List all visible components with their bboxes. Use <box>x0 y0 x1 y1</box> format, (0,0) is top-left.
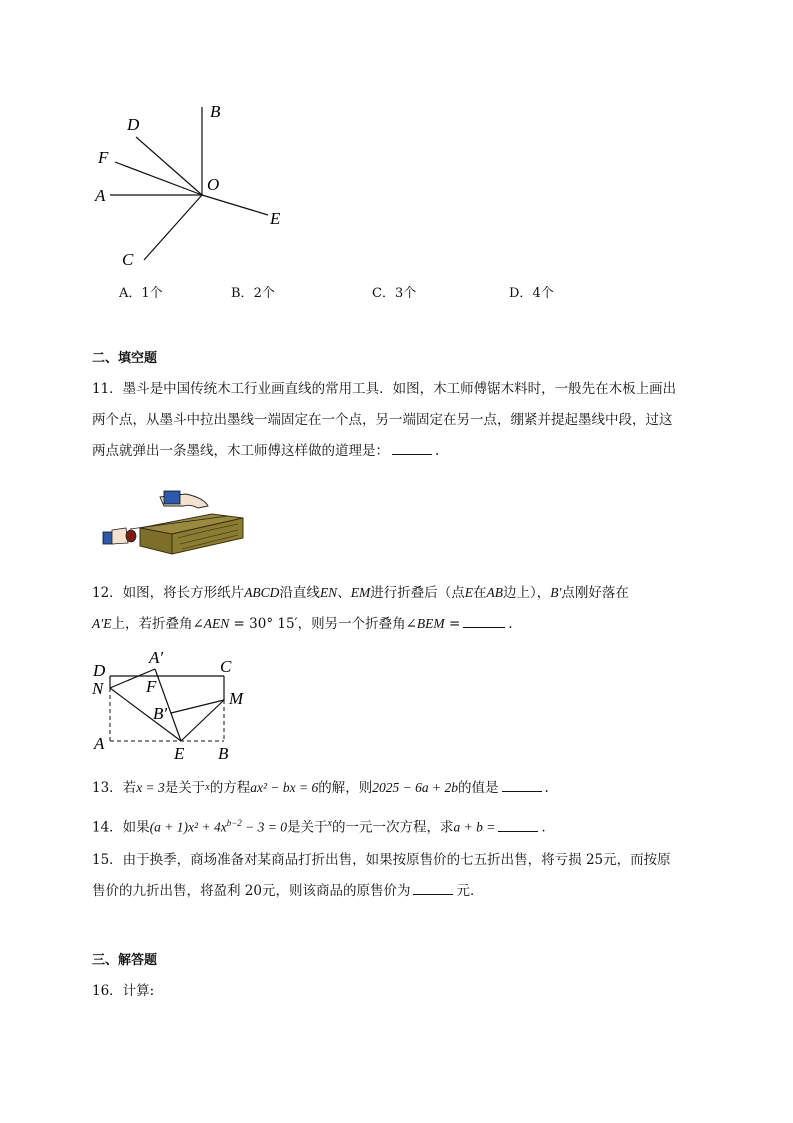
ink-line-illustration <box>100 488 250 560</box>
answer-blank[interactable] <box>502 779 542 792</box>
label-D: D <box>127 115 140 134</box>
label-F: F <box>146 677 157 696</box>
label-E: E <box>174 744 185 763</box>
choice-c: C．3个 <box>372 286 417 301</box>
hand-left <box>112 528 128 544</box>
choice-b: B．2个 <box>231 286 275 301</box>
answer-blank[interactable] <box>463 615 505 628</box>
question-14: 14．如果$(a + 1)x^2 + 4x^{b-2} - 3 = 0$是关于$^x$的一元一次方程，求a + b = . <box>92 818 546 836</box>
label-B: B <box>218 744 229 763</box>
sleeve-left <box>103 532 113 544</box>
folded-MBp <box>171 700 224 713</box>
label-B-prime: B′ <box>153 704 168 723</box>
label-C: C <box>220 657 232 676</box>
question-16: 16．计算: <box>92 983 155 999</box>
label-A: A <box>95 186 106 205</box>
q10-angle-figure <box>90 95 310 275</box>
question-12: 12．如图，将长方形纸片ABCD沿直线EN、EM进行折叠后（点E在AB边上），B′点刚好落在 A′E上，若折叠角∠AEN = 30° 15′，则另一个折叠角∠BEM = . <box>92 585 629 632</box>
ray-OD <box>136 137 202 195</box>
question-11: 11．墨斗是中国传统木工行业画直线的常用工具．如图，木工师傅锯木料时，一般先在木板上画出 两个点，从墨斗中拉出墨线一端固定在一个点，另一端固定在另一点，绷紧并提起墨线中段，过这 两点就弹出一条墨线，木工师傅这样做的道理是： . <box>92 381 677 459</box>
question-15: 15．由于换季，商场准备对某商品打折出售，如果按原售价的七五折出售，将亏损 25元，而按原 售价的九折出售，将盈利 20元，则该商品的原售价为 元． <box>92 852 671 899</box>
label-O: O <box>207 175 220 194</box>
q12-fold-figure <box>88 648 258 763</box>
label-M: M <box>229 689 244 708</box>
fold-EM <box>181 700 224 741</box>
label-N: N <box>92 679 104 698</box>
answer-blank[interactable] <box>392 442 432 455</box>
label-D: D <box>93 661 106 680</box>
label-C: C <box>122 250 134 269</box>
label-A: A <box>94 734 105 753</box>
section-heading-answer: 三、解答题 <box>92 953 158 968</box>
label-E: E <box>270 209 281 228</box>
label-A-prime: A′ <box>149 648 164 667</box>
question-13: 13．若x = 3是关于$^x$的方程ax² − bx = 6的解，则2025 − 6a + 2b的值是 . <box>92 780 549 796</box>
section-heading-fill: 二、填空题 <box>92 351 158 366</box>
label-F: F <box>98 148 109 167</box>
ink-pot <box>126 530 136 542</box>
choice-a: A．1个 <box>119 286 163 301</box>
answer-blank[interactable] <box>413 882 453 895</box>
sleeve-top <box>164 491 180 504</box>
ray-OE <box>202 195 268 215</box>
answer-blank[interactable] <box>498 819 538 832</box>
label-B: B <box>210 102 221 121</box>
ray-OC <box>144 195 202 260</box>
ray-OF <box>115 162 202 195</box>
choice-d: D．4个 <box>509 286 554 301</box>
